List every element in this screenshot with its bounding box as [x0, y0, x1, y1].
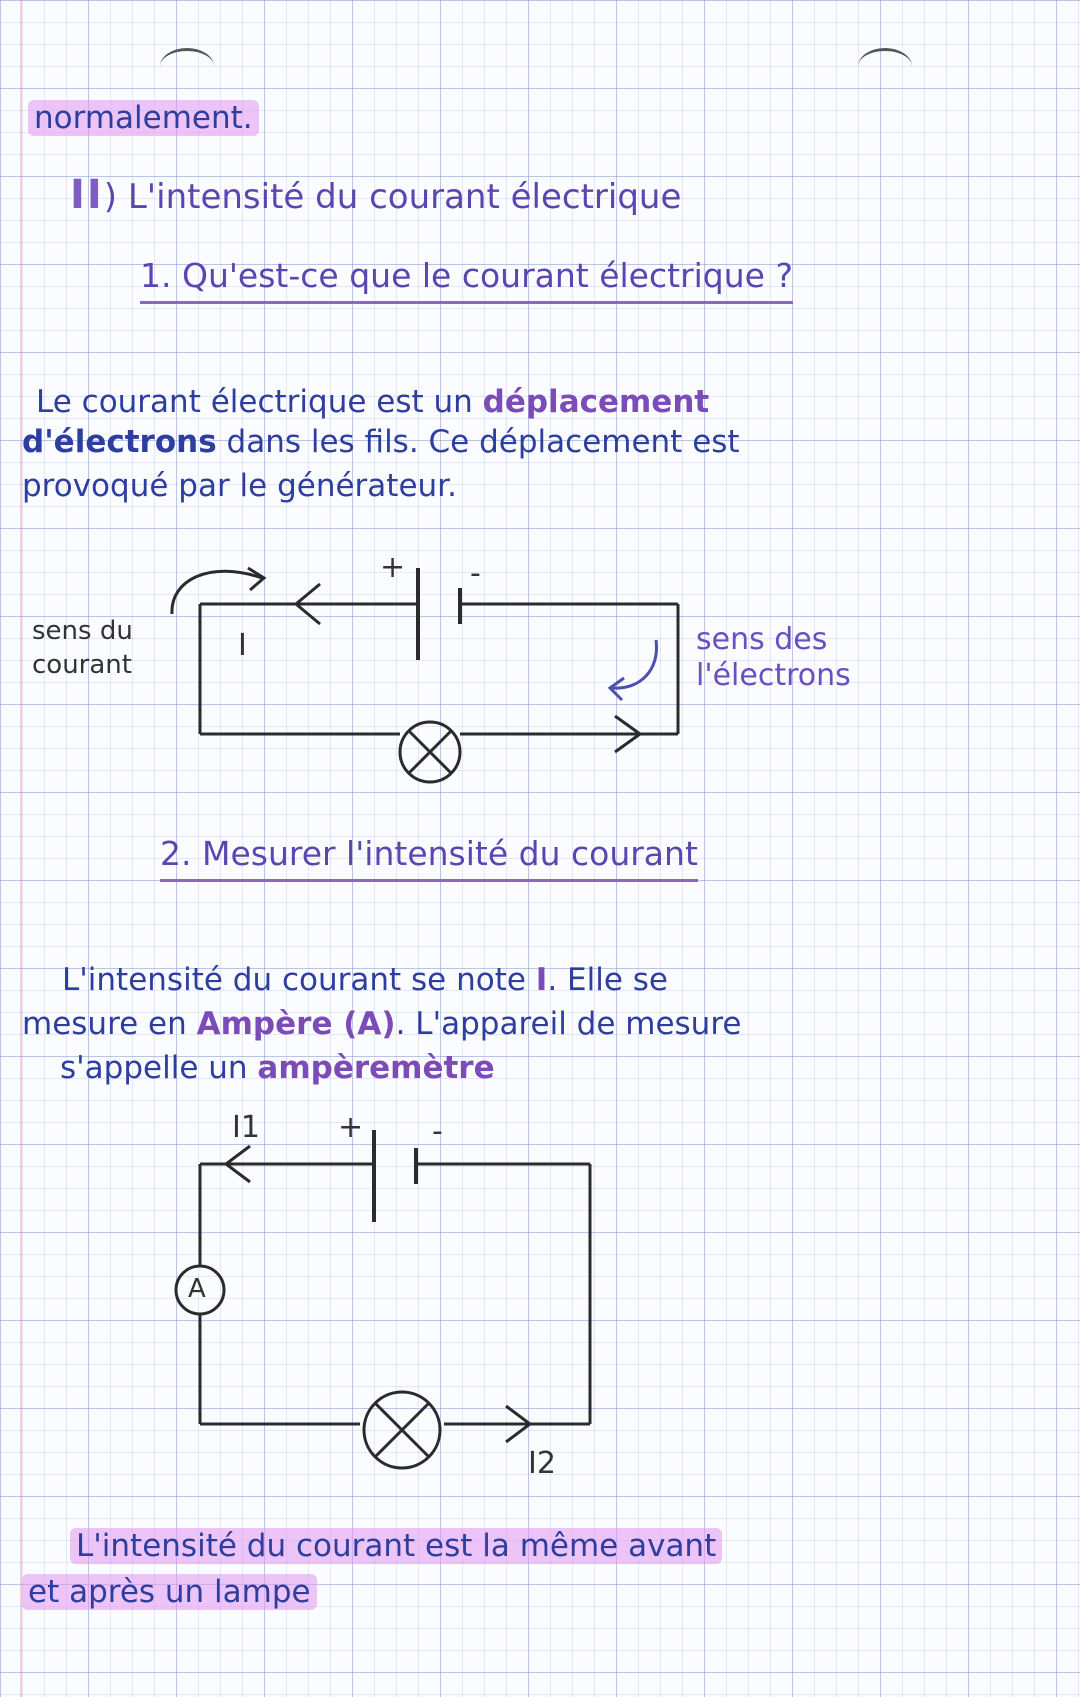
ammeter-label: A [188, 1274, 206, 1304]
p1-text: dans les fils. Ce déplacement est [216, 424, 740, 460]
electron-direction-label: sens des l'électrons [696, 622, 851, 693]
highlight: L'intensité du courant est la même avant [70, 1528, 722, 1564]
p2-symbol-i: I [535, 962, 548, 998]
p2-text: . Elle se [547, 962, 668, 998]
current-pointer-head [248, 568, 264, 590]
highlight: normalement. [28, 100, 259, 136]
subheading-2 [160, 834, 698, 873]
current-symbol: I [238, 628, 247, 663]
conclusion-line-1 [70, 1528, 722, 1564]
p2-keyword-ampere: Ampère (A) [196, 1006, 396, 1042]
subheading-2-text: 2. Mesurer l'intensité du courant [160, 834, 698, 882]
paragraph-2-line-1 [62, 962, 668, 998]
p1-keyword-deplacement: déplacement [482, 384, 710, 420]
p1-keyword-electrons: d'électrons [22, 424, 217, 460]
subheading-1-text: 1. Qu'est-ce que le courant électrique ? [140, 256, 793, 304]
battery-plus-label: + [380, 550, 406, 585]
highlight: et après un lampe [22, 1574, 317, 1610]
i1-label: I1 [232, 1110, 260, 1145]
p2-text: s'appelle un [60, 1050, 258, 1086]
circuit-2 [176, 1130, 590, 1468]
p1-text: Le courant électrique est un [36, 384, 483, 420]
p2-text: mesure en [22, 1006, 197, 1042]
p2-text: . L'appareil de mesure [395, 1006, 742, 1042]
section-title: ) L'intensité du courant électrique [103, 177, 682, 217]
battery-minus-label: - [470, 556, 481, 591]
battery-minus-label: - [432, 1114, 443, 1149]
i2-label: I2 [528, 1446, 556, 1481]
battery-plus-label: + [338, 1110, 364, 1145]
conclusion-line-2 [22, 1574, 317, 1610]
circuit-1 [172, 568, 678, 782]
paragraph-2-line-3 [60, 1050, 495, 1086]
current-direction-label: sens du courant [32, 616, 133, 680]
p1-text: provoqué par le générateur. [22, 468, 457, 504]
p2-keyword-amperemetre: ampèremètre [257, 1050, 495, 1086]
section-numeral: II [70, 172, 104, 218]
current-pointer [172, 571, 262, 614]
paragraph-2-line-2 [22, 1006, 741, 1042]
p2-text: L'intensité du courant se note [62, 962, 536, 998]
